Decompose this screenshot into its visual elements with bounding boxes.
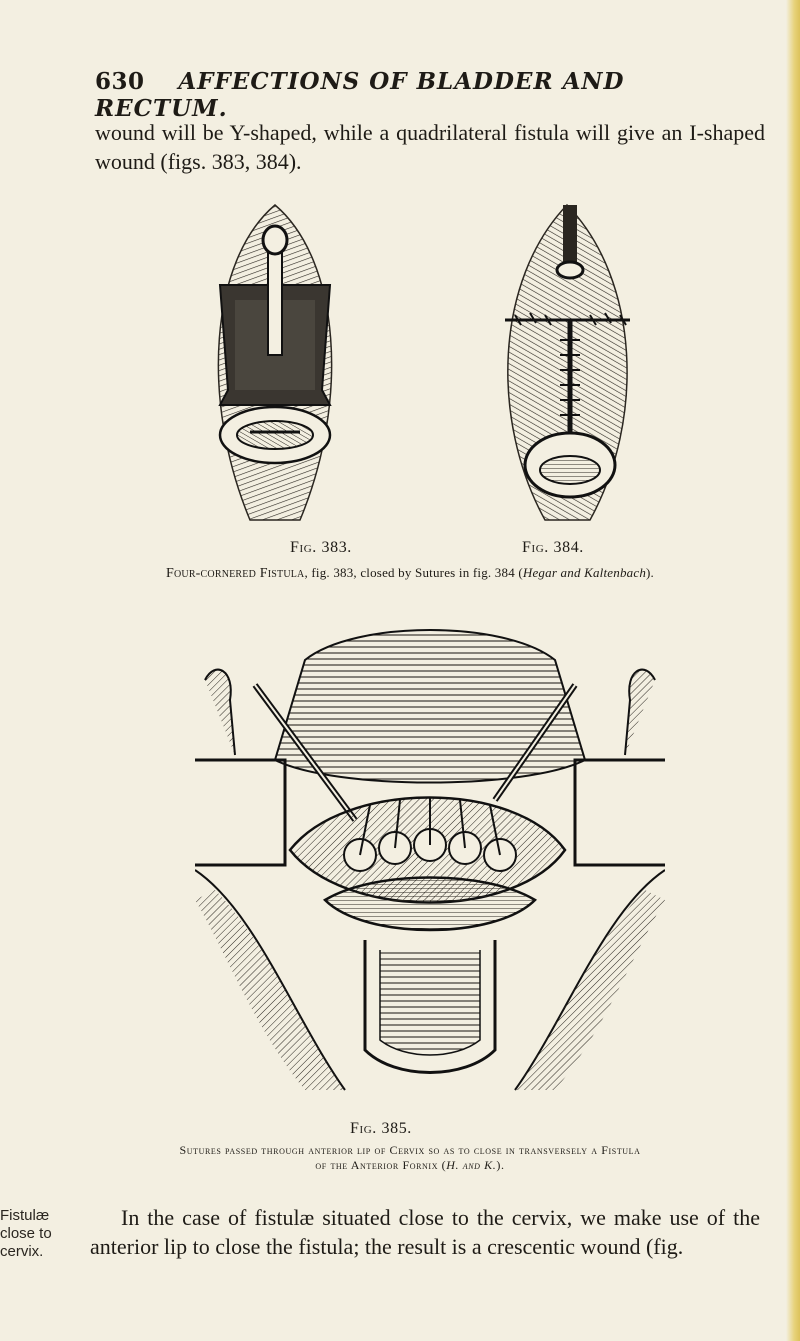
caption-385-line1: Sutures passed through anterior lip of Cervix so as to close in transversely a Fistula — [179, 1143, 641, 1157]
running-head — [95, 68, 735, 122]
paragraph-bottom: In the case of fistulæ situated close to the cervix, we make use of the anterior lip to close the fistula; the result is a crescentic wound (fig. — [90, 1205, 760, 1259]
fig-385-illustration — [195, 620, 665, 1100]
caption-385-line2-post: ). — [496, 1158, 505, 1172]
fig-384-label: Fig. 384. — [522, 539, 584, 556]
caption-385 — [60, 1143, 760, 1173]
page-number: 630 — [95, 68, 145, 95]
caption-credit: Hegar and Kaltenbach — [522, 565, 647, 580]
caption-383-384 — [60, 565, 760, 582]
fig-383-illustration — [190, 200, 360, 530]
caption-385-line2 — [60, 1158, 760, 1173]
page-edge — [786, 0, 800, 1341]
caption-lead: Four-cornered Fistula — [165, 566, 305, 581]
fig-385-label: Fig. 385. — [350, 1120, 412, 1137]
chapter-title: AFFECTIONS OF BLADDER AND RECTUM. — [95, 68, 625, 122]
fig-384-illustration — [475, 200, 660, 530]
fig-383-label: Fig. 383. — [290, 539, 352, 556]
caption-end: ). — [646, 565, 655, 580]
caption-385-line2-pre: of the Anterior Fornix ( — [315, 1158, 447, 1172]
caption-385-credit: H. and K. — [446, 1158, 497, 1172]
paragraph-top: wound will be Y-shaped, while a quadrilateral fistula will give an I-shaped wound (figs. 383, 384). — [95, 120, 765, 174]
caption-rest: , fig. 383, closed by Sutures in fig. 384 ( — [304, 565, 523, 580]
margin-note: Fistulæ close to cervix. — [0, 1207, 52, 1260]
